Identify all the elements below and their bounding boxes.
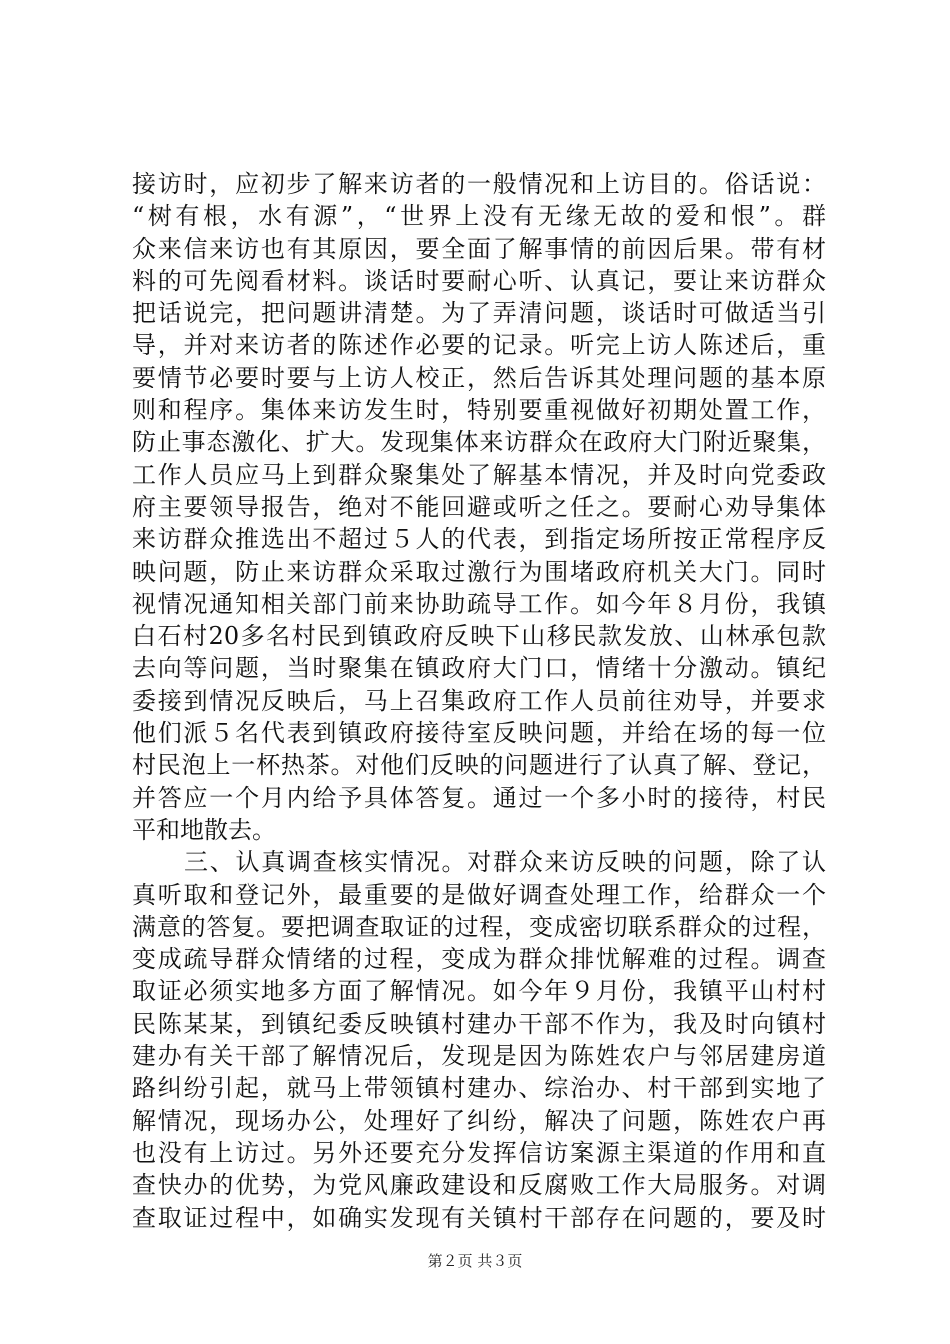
text-line: 府主要领导报告，绝对不能回避或听之任之。要耐心劝导集体 [132, 492, 826, 521]
text-line: 料的可先阅看材料。谈话时要耐心听、认真记，要让来访群众 [132, 266, 826, 295]
text-line: 来访群众推选出不超过５人的代表，到指定场所按正常程序反 [132, 525, 826, 554]
text-line: 并答应一个月内给予具体答复。通过一个多小时的接待，村民 [132, 783, 826, 812]
text-line: 视情况通知相关部门前来协助疏导工作。如今年８月份，我镇 [132, 589, 826, 618]
section-heading-line: 三、认真调查核实情况。对群众来访反映的问题，除了认 [184, 848, 826, 877]
text-line: 要情节必要时要与上访人校正，然后告诉其处理问题的基本原 [132, 363, 826, 392]
text-line: 接访时，应初步了解来访者的一般情况和上访目的。俗话说： [132, 170, 826, 198]
text-line: 去向等问题，当时聚集在镇政府大门口，情绪十分激动。镇纪 [132, 654, 826, 683]
text-line: 把话说完，把问题讲清楚。为了弄清问题，谈话时可做适当引 [132, 299, 826, 328]
text-line: 则和程序。集体来访发生时，特别要重视做好初期处置工作， [132, 396, 826, 425]
body-text [132, 168, 826, 1234]
text-line: 建办有关干部了解情况后，发现是因为陈姓农户与邻居建房道 [132, 1042, 826, 1071]
text-line: 解情况，现场办公，处理好了纠纷，解决了问题，陈姓农户再 [132, 1106, 826, 1135]
text-line: 他们派５名代表到镇政府接待室反映问题，并给在场的每一位 [132, 719, 826, 748]
text-line: 委接到情况反映后，马上召集政府工作人员前往劝导，并要求 [132, 686, 826, 715]
text-line: 取证必须实地多方面了解情况。如今年９月份，我镇平山村村 [132, 977, 826, 1006]
text-line: 查取证过程中，如确实发现有关镇村干部存在问题的，要及时 [132, 1203, 826, 1232]
text-line: 变成疏导群众情绪的过程，变成为群众排忧解难的过程。调查 [132, 945, 826, 974]
text-line: 民陈某某，到镇纪委反映镇村建办干部不作为，我及时向镇村 [132, 1009, 826, 1038]
text-line: “树有根，水有源”，“世界上没有无缘无故的爱和恨”。群 [132, 202, 826, 231]
text-line: 满意的答复。要把调查取证的过程，变成密切联系群众的过程， [132, 912, 826, 941]
text-line: 路纠纷引起，就马上带领镇村建办、综治办、村干部到实地了 [132, 1074, 826, 1103]
text-line: 映问题，防止来访群众采取过激行为围堵政府机关大门。同时 [132, 557, 826, 586]
text-line: 众来信来访也有其原因，要全面了解事情的前因后果。带有材 [132, 234, 826, 263]
text-line: 村民泡上一杯热茶。对他们反映的问题进行了认真了解、登记， [132, 751, 826, 780]
text-line: 防止事态激化、扩大。发现集体来访群众在政府大门附近聚集， [132, 428, 826, 457]
text-line: 查快办的优势，为党风廉政建设和反腐败工作大局服务。对调 [132, 1171, 826, 1200]
text-line: 真听取和登记外，最重要的是做好调查处理工作，给群众一个 [132, 880, 826, 909]
text-line: 导，并对来访者的陈述作必要的记录。听完上访人陈述后，重 [132, 331, 826, 360]
paragraph-end-line: 平和地散去。 [132, 815, 276, 844]
page-footer [0, 1251, 950, 1271]
text-line: 工作人员应马上到群众聚集处了解基本情况，并及时向党委政 [132, 460, 826, 489]
text-line: 也没有上访过。另外还要充分发挥信访案源主渠道的作用和直 [132, 1138, 826, 1167]
page-number-label: 第２页 共３页 [427, 1252, 523, 1270]
text-line: 白石村20多名村民到镇政府反映下山移民款发放、山林承包款 [132, 622, 826, 651]
